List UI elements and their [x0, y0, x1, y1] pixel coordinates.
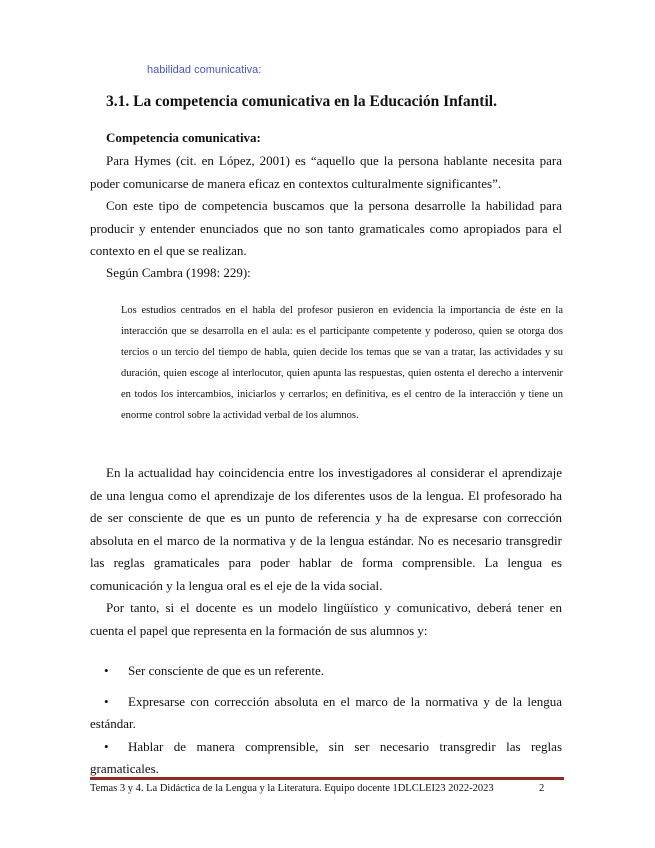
page-number: 2: [539, 783, 545, 794]
paragraph-actualidad: En la actualidad hay coincidencia entre los investigadores al considerar el aprendizaje de una lengua como el aprendizaje de los diferentes usos de la lengua. El profesorado ha de ser consciente de que es un punto de referencia y ha de expresarse con corrección absoluta en el marco de la normativa y de la lengua estándar. No es necesario transgredir las reglas gramaticales para poder hablar de forma comprensible. La lengua es comunicación y la lengua oral es el eje de la vida social.: [90, 465, 562, 593]
paragraph-cambra: Según Cambra (1998: 229):: [106, 265, 251, 280]
list-item-text: Expresarse con corrección absoluta en el marco de la normativa y de la lengua estándar.: [90, 693, 562, 732]
list-item: [90, 691, 562, 736]
paragraph-hymes: Para Hymes (cit. en López, 2001) es “aquello que la persona hablante necesita para poder comunicarse de manera eficaz en contextos culturalmente significantes”.: [90, 153, 562, 191]
paragraph-competencia: Con este tipo de competencia buscamos que la persona desarrolle la habilidad para producir y entender enunciados que no son tanto gramaticales como apropiados para el contexto en el que se realizan.: [90, 198, 562, 259]
list-item-text: Ser consciente de que es un referente.: [128, 663, 324, 678]
bullet-icon: •: [104, 693, 109, 709]
top-note: habilidad comunicativa:: [147, 64, 262, 76]
section-heading: 3.1. La competencia comunicativa en la Educación Infantil.: [106, 93, 497, 110]
bullet-icon: •: [104, 663, 109, 678]
footer-rule: [90, 777, 564, 780]
list-item-text: Hablar de manera comprensible, sin ser necesario transgredir las reglas gramaticales.: [90, 738, 562, 777]
list-item: [90, 736, 562, 781]
paragraph-por-tanto: Por tanto, si el docente es un modelo lingüístico y comunicativo, deberá tener en cuenta el papel que representa en la formación de sus alumnos y:: [90, 600, 562, 638]
block-quote: Los estudios centrados en el habla del profesor pusieron en evidencia la importancia de éste en la interacción que se desarrolla en el aula: es el participante competente y poderoso, quien se otorga dos tercios o un tercio del tiempo de habla, quien decide los temas que se van a tratar, las actividades y su duración, quien escoge al interlocutor, quien apunta las respuestas, quien ostenta el derecho a intervenir en todos los intercambios, iniciarlos y cerrarlos; en definitiva, es el centro de la interacción y tiene un enorme control sobre la actividad verbal de los alumnos.: [121, 305, 563, 421]
list-item: [90, 660, 562, 683]
bullet-icon: •: [104, 738, 109, 754]
subheading: Competencia comunicativa:: [106, 130, 261, 145]
bullet-list: [90, 660, 562, 781]
footer-text: Temas 3 y 4. La Didáctica de la Lengua y la Literatura. Equipo docente 1DLCLEI23 2022-2023: [90, 783, 494, 794]
